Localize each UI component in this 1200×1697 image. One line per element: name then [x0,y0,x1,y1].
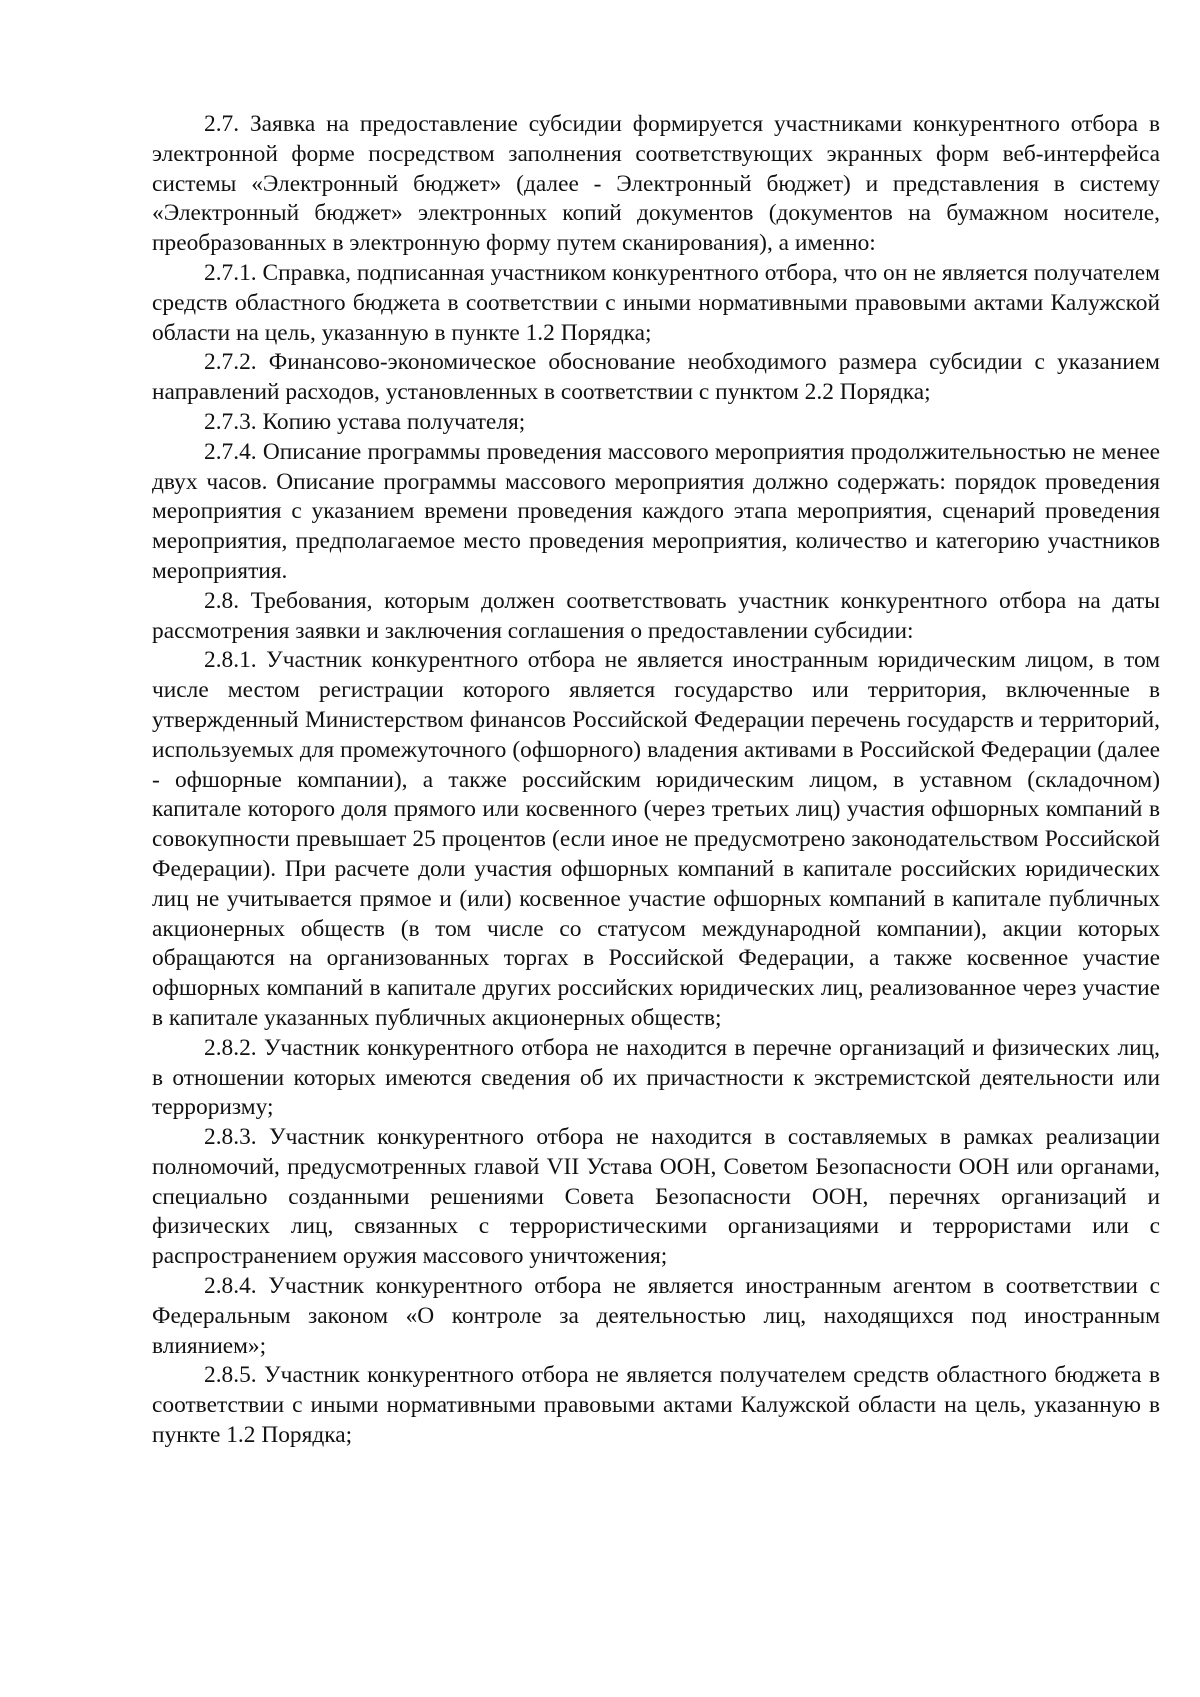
paragraph-2-8-2: 2.8.2. Участник конкурентного отбора не находится в перечне организаций и физических лиц, в отношении которых имеются сведения об их причастности к экстремистской деятельности или терроризму; [152,1034,1160,1121]
paragraph-2-8-3: 2.8.3. Участник конкурентного отбора не находится в составляемых в рамках реализации полномочий, предусмотренных главой VII Устава ООН, Советом Безопасности ООН или органами, специально созданными решениями Совета Безопасности ООН, перечнях организаций и физических лиц, связанных с террористическими организациями и террористами или с распространением оружия массового уничтожения; [152,1124,1160,1270]
paragraph-2-7: 2.7. Заявка на предоставление субсидии формируется участниками конкурентного отбора в электронной форме посредством заполнения соответствующих экранных форм веб-интерфейса системы «Электронный бюджет» (далее - Электронный бюджет) и представления в систему «Электронный бюджет» электронных копий документов (документов на бумажном носителе, преобразованных в электронную форму путем сканирования), а именно: [152,111,1160,257]
paragraph-2-8-4: 2.8.4. Участник конкурентного отбора не является иностранным агентом в соответствии с Федеральным законом «О контроле за деятельностью лиц, находящихся под иностранным влиянием»; [152,1273,1160,1359]
paragraph-2-7-1: 2.7.1. Справка, подписанная участником конкурентного отбора, что он не является получателем средств областного бюджета в соответствии с иными нормативными правовыми актами Калужской области на цель, указанную в пункте 1.2 Порядка; [152,259,1160,346]
paragraph-2-8-1: 2.8.1. Участник конкурентного отбора не является иностранным юридическим лицом, в том числе местом регистрации которого является государство или территория, включенные в утвержденный Министерством финансов Российской Федерации перечень государств и территорий, используемых для промежуточного (офшорного) владения активами в Российской Федерации (далее - офшорные компании), а также российским юридическим лицом, в уставном (складочном) капитале которого доля прямого или косвенного (через третьих лиц) участия офшорных компаний в совокупности превышает 25 процентов (если иное не предусмотрено законодательством Российской Федерации). При расчете доли участия офшорных компаний в капитале российских юридических лиц не учитывается прямое и (или) косвенное участие офшорных компаний в капитале публичных акционерных обществ (в том числе со статусом международной компании), акции которых обращаются на организованных торгах в Российской Федерации, а также косвенное участие офшорных компаний в капитале других российских юридических лиц, реализованное через участие в капитале указанных публичных акционерных обществ; [152,647,1160,1031]
paragraph-2-7-4: 2.7.4. Описание программы проведения массового мероприятия продолжительностью не менее двух часов. Описание программы массового мероприятия должно содержать: порядок проведения мероприятия с указанием времени проведения каждого этапа мероприятия, сценарий проведения мероприятия, предполагаемое место проведения мероприятия, количество и категорию участников мероприятия. [152,438,1160,584]
paragraph-2-8: 2.8. Требования, которым должен соответствовать участник конкурентного отбора на даты рассмотрения заявки и заключения соглашения о предоставлении субсидии: [152,587,1160,644]
document-page [152,110,1160,1451]
paragraph-2-7-3: 2.7.3. Копию устава получателя; [204,408,526,435]
paragraph-2-8-5: 2.8.5. Участник конкурентного отбора не является получателем средств областного бюджета в соответствии с иными нормативными правовыми актами Калужской области на цель, указанную в пункте 1.2 Порядка; [152,1362,1160,1449]
paragraph-2-7-2: 2.7.2. Финансово-экономическое обоснование необходимого размера субсидии с указанием направлений расходов, установленных в соответствии с пунктом 2.2 Порядка; [152,349,1160,406]
